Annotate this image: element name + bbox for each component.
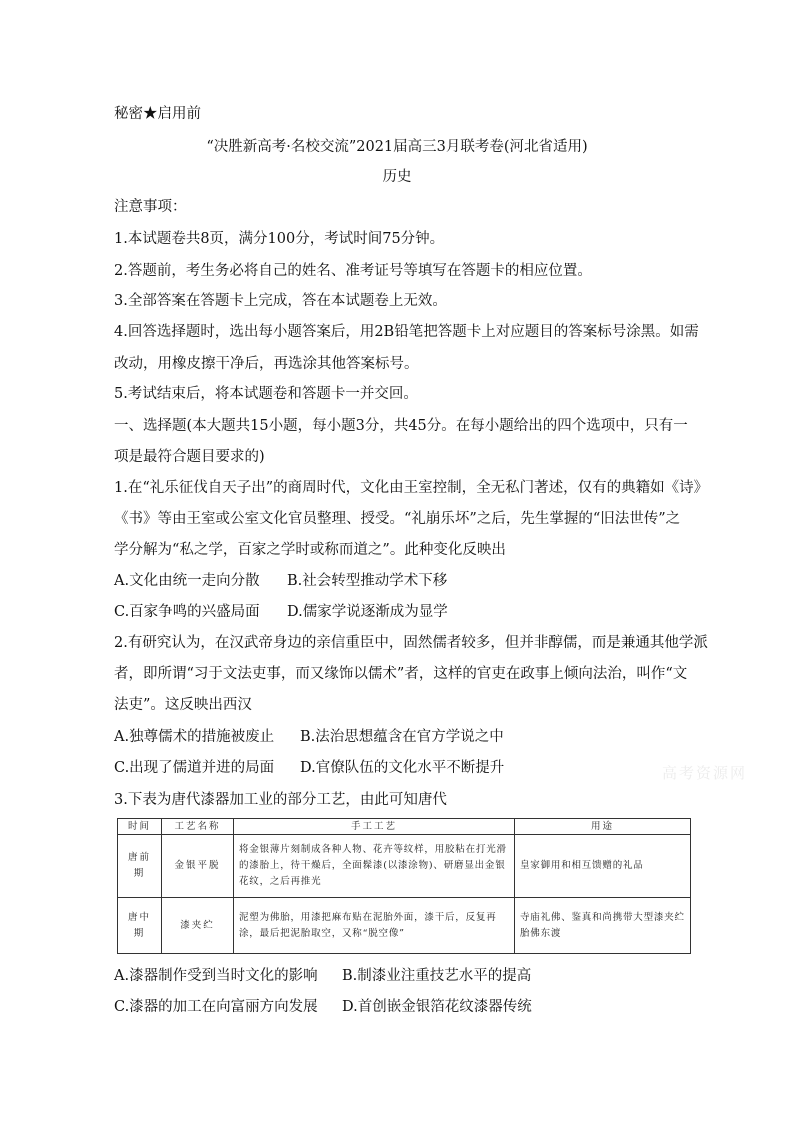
exam-title: “决胜新高考·名校交流”2021届高三3月联考卷(河北省适用) — [206, 139, 588, 155]
q1-option-a: A.文化由统一走向分散 — [114, 573, 260, 589]
q2-option-b: B.法治思想蕴含在官方学说之中 — [300, 729, 504, 745]
q1-option-c: C.百家争鸣的兴盛局面 — [114, 604, 260, 620]
question-1-stem: 1.在“礼乐征伐自天子出”的商周时代，文化由王室控制，全无私门著述，仅有的典籍如《诗》 — [114, 480, 709, 496]
q3-option-a: A.漆器制作受到当时文化的影响 — [114, 968, 318, 984]
table-cell-process: 泥塑为佛胎，用漆把麻布贴在泥胎外面，漆干后，反复再涂，最后把泥胎取空，又称“脱空像” — [234, 898, 515, 954]
subject-title: 历史 — [382, 169, 412, 185]
q2-option-c: C.出现了儒道并进的局面 — [114, 760, 275, 776]
question-2-stem: 者，即所谓“习于文法吏事，而又缘饰以儒术”者，这样的官吏在政事上倾向法治，叫作“文 — [114, 666, 688, 682]
section-heading: 一、选择题(本大题共15小题，每小题3分，共45分。在每小题给出的四个选项中，只有一 — [114, 418, 688, 434]
q1-option-d: D.儒家学说逐渐成为显学 — [287, 604, 448, 620]
table-cell-period: 唐中期 — [118, 898, 162, 954]
question-2-stem: 2.有研究认为，在汉武帝身边的亲信重臣中，固然儒者较多，但并非醇儒，而是兼通其他学派 — [114, 635, 708, 651]
table-cell-name: 漆夹纻 — [162, 898, 234, 954]
notice-item: 5.考试结束后，将本试题卷和答题卡一并交回。 — [114, 386, 418, 402]
table-row — [118, 835, 691, 898]
table-cell-process: 将金银薄片刻制成各种人物、花卉等纹样，用胶粘在打光滑的漆胎上，待干燥后，全面髹漆(以漆涂物)、研磨显出金银花纹，之后再推光 — [234, 835, 515, 898]
q3-option-b: B.制漆业注重技艺水平的提高 — [342, 968, 532, 984]
table-header: 工艺名称 — [162, 819, 234, 835]
table-cell-name: 金银平脱 — [162, 835, 234, 898]
table-cell-period: 唐前期 — [118, 835, 162, 898]
question-1-stem: 《书》等由王室或公室文化官员整理、授受。“礼崩乐坏”之后，先生掌握的“旧法世传”之 — [114, 511, 681, 527]
question-3-stem: 3.下表为唐代漆器加工业的部分工艺，由此可知唐代 — [114, 792, 447, 808]
table-cell-use: 寺庙礼佛、鉴真和尚携带大型漆夹纻胎佛东渡 — [515, 898, 691, 954]
secret-label: 秘密★启用前 — [114, 106, 201, 122]
section-heading-cont: 项是最符合题目要求的) — [114, 449, 265, 465]
q1-option-b: B.社会转型推动学术下移 — [287, 573, 448, 589]
q2-option-d: D.官僚队伍的文化水平不断提升 — [300, 760, 505, 776]
table-header: 手工工艺 — [234, 819, 515, 835]
table-header: 时间 — [118, 819, 162, 835]
lacquer-craft-table — [117, 818, 691, 954]
notice-item: 2.答题前，考生务必将自己的姓名、准考证号等填写在答题卡的相应位置。 — [114, 263, 592, 279]
q3-option-c: C.漆器的加工在向富丽方向发展 — [114, 999, 318, 1015]
q2-option-a: A.独尊儒术的措施被废止 — [114, 729, 275, 745]
watermark: 高考资源网 — [662, 764, 748, 782]
notice-item: 改动，用橡皮擦干净后，再选涂其他答案标号。 — [114, 356, 419, 372]
notice-item: 3.全部答案在答题卡上完成，答在本试题卷上无效。 — [114, 293, 447, 309]
notice-heading: 注意事项： — [114, 199, 187, 215]
q3-option-d: D.首创嵌金银箔花纹漆器传统 — [342, 999, 532, 1015]
table-header-row — [118, 819, 691, 835]
notice-item: 1.本试题卷共8页，满分100分，考试时间75分钟。 — [114, 231, 445, 247]
table-row — [118, 898, 691, 954]
table-header: 用途 — [515, 819, 691, 835]
table-cell-use: 皇家御用和相互馈赠的礼品 — [515, 835, 691, 898]
question-2-stem: 法吏”。这反映出西汉 — [114, 697, 252, 713]
notice-item: 4.回答选择题时，选出每小题答案后，用2B铅笔把答题卡上对应题目的答案标号涂黑。如需 — [114, 324, 699, 340]
question-1-stem: 学分解为“私之学，百家之学时或称而道之”。此种变化反映出 — [114, 542, 506, 558]
